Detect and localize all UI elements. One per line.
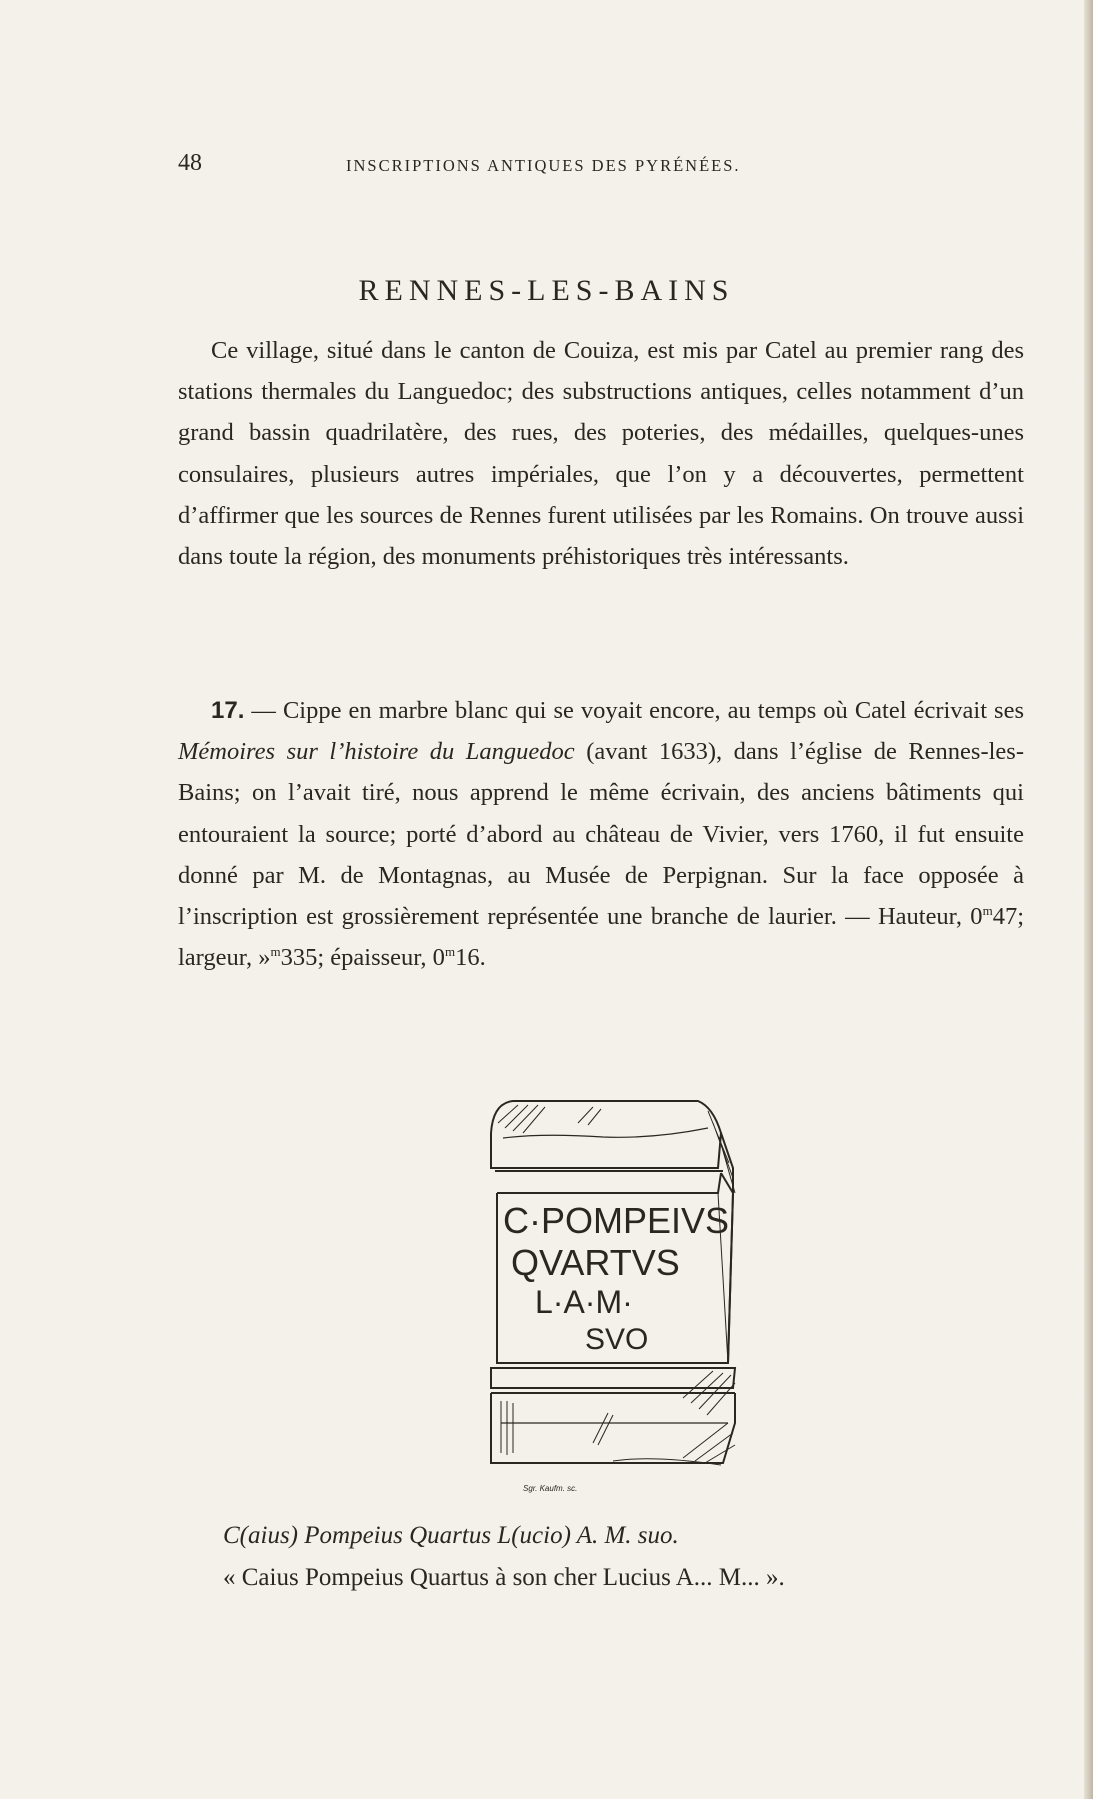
page-header	[178, 150, 1028, 180]
running-title: INSCRIPTIONS ANTIQUES DES PYRÉNÉES.	[346, 156, 741, 175]
entry-number: 17.	[211, 697, 245, 724]
entry-text-b: (avant 1633), dans l’église de Rennes-les-Bains; on l’avait tiré, nous apprend le même écrivain, des anciens bâtiments qui entouraient la source; porté d’abord au château de Vivier, vers 1760, il fut ensuite donné par M. de Montagnas, au Musée de Perpignan. Sur la face opposée à l’inscription est grossièrement représentée une branche de laurier. — Hauteur, 0	[178, 738, 1024, 931]
entry-dash: —	[244, 697, 283, 724]
book-title: Mémoires sur l’histoire du Languedoc	[178, 738, 575, 766]
depth-value: 16.	[455, 944, 486, 972]
inscription-line-4: SVO	[585, 1323, 649, 1356]
page-number: 48	[178, 150, 202, 176]
unit-meter-1: m	[982, 902, 993, 918]
width-value: 335; épaisseur, 0	[280, 944, 445, 972]
page-edge	[1084, 0, 1093, 1799]
section-title: RENNES-LES-BAINS	[358, 274, 735, 308]
unit-meter-2: m	[270, 944, 281, 960]
engraver-credit: Sgr. Kaufm. sc.	[523, 1484, 578, 1493]
inscription-line-2: QVARTVS	[511, 1242, 680, 1283]
unit-meter-3: m	[444, 944, 456, 960]
height-value: 47; largeur, »	[178, 903, 1024, 972]
inscription-line-1: C·POMPEIVS	[503, 1200, 730, 1241]
entry-text-a: Cippe en marbre blanc qui se voyait encore, au temps où Catel écrivait ses	[282, 697, 1024, 724]
entry-paragraph	[178, 690, 1024, 978]
french-translation: « Caius Pompeius Quartus à son cher Lucius A... M... ».	[223, 1564, 785, 1591]
cippus-drawing	[483, 1093, 758, 1498]
intro-paragraph: Ce village, situé dans le canton de Couiza, est mis par Catel au premier rang des stations thermales du Languedoc; des substructions antiques, celles notamment d’un grand bassin quadrilatère, des rues, des poteries, des médailles, quelques-unes consulaires, plusieurs autres impériales, que l’on y a découvertes, permettent d’affirmer que les sources de Rennes furent utilisées par les Romains. On trouve aussi dans toute la région, des monuments préhistoriques très intéressants.	[178, 337, 1024, 571]
cippus-illustration	[483, 1093, 758, 1498]
inscription-line-3: L·A·M·	[535, 1284, 633, 1320]
latin-transcription: C(aius) Pompeius Quartus L(ucio) A. M. suo.	[223, 1522, 679, 1549]
